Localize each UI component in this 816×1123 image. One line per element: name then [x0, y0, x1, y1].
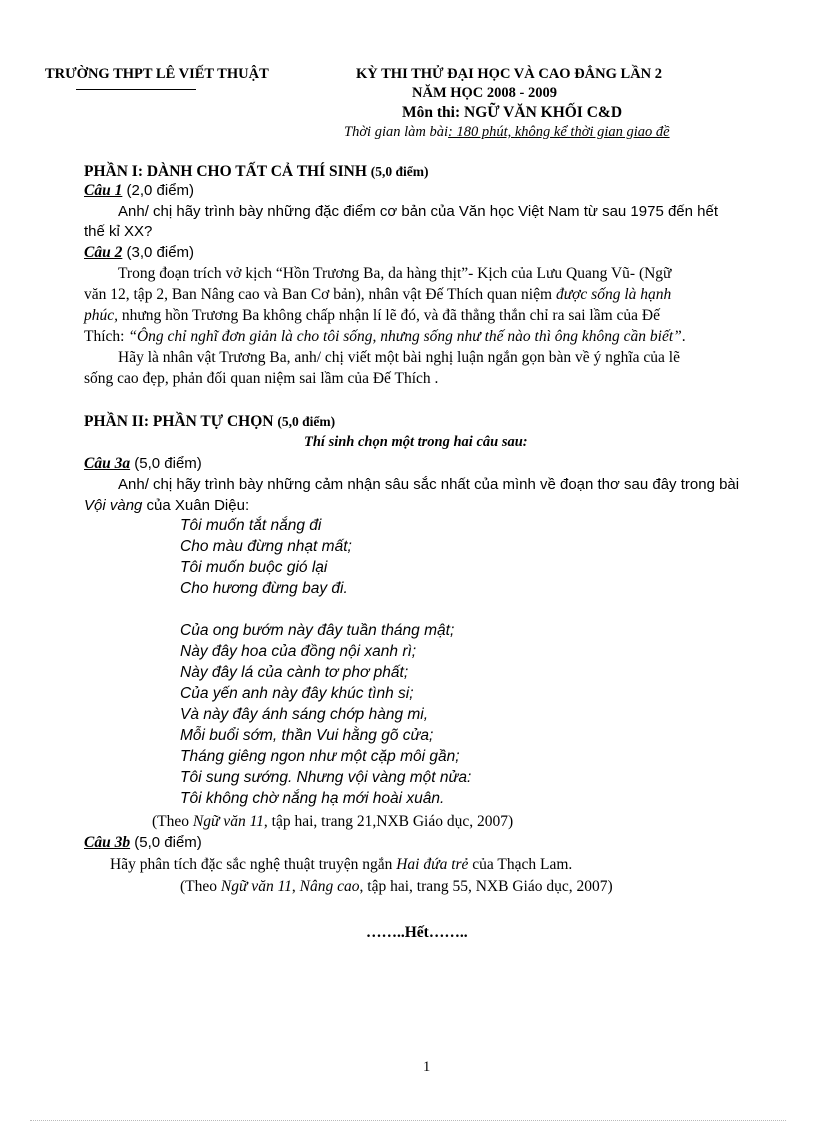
q3b-source-book: Ngữ văn 11	[220, 878, 292, 895]
part2-points: (5,0 điểm)	[277, 414, 336, 429]
q2-line2-text: văn 12, tập 2, Ban Nâng cao và Ban Cơ bản), nhân vật Đế Thích quan niệm	[84, 286, 556, 303]
q3b-source-c: ,	[291, 878, 300, 895]
poem-line: Tháng giêng ngon như một cặp môi gần;	[180, 748, 460, 765]
poem-line: Và này đây ánh sáng chớp hàng mi,	[180, 706, 429, 723]
poem-line: Tôi muốn tắt nắng đi	[180, 517, 322, 534]
time-prefix: Thời gian làm bài	[344, 124, 449, 140]
time-text: : 180 phút, không kể thời gian giao đề	[448, 124, 670, 140]
q2-line3-italic: phúc,	[84, 307, 119, 324]
q3a-points: (5,0 điểm)	[130, 455, 202, 472]
q3b-source-edition: Nâng cao	[299, 878, 360, 895]
q3a-line1: Anh/ chị hãy trình bày những cảm nhận sâu sắc nhất của mình về đoạn thơ sau đây trong bài	[118, 476, 740, 493]
poem-line: Của ong bướm này đây tuần tháng mật;	[180, 622, 455, 639]
q3b-line1-text: Hãy phân tích đặc sắc nghệ thuật truyện ngắn	[110, 856, 397, 873]
q3b-source-e: , tập hai, trang 55, NXB Giáo dục, 2007)	[359, 878, 613, 895]
q2-points: (3,0 điểm)	[122, 244, 195, 261]
part2-instruction: Thí sinh chọn một trong hai câu sau:	[304, 434, 528, 450]
q2-line5: Hãy là nhân vật Trương Ba, anh/ chị viết một bài nghị luận ngắn gọn bàn về ý nghĩa của lẽ	[118, 349, 680, 366]
q2-line2	[84, 286, 671, 304]
q3b-source	[180, 878, 613, 896]
q3a-line2-text: của Xuân Diệu:	[142, 497, 250, 514]
page-bottom-divider	[30, 1120, 786, 1121]
poem-line: Tôi muốn buộc gió lại	[180, 559, 328, 576]
q1-line2: thế kỉ XX?	[84, 223, 153, 240]
end-mark: ……..Hết……..	[366, 924, 468, 941]
subject-name: NGỮ VĂN KHỐI C&D	[464, 104, 623, 121]
q1-label: Câu 1	[84, 182, 123, 199]
q2-line4-text: Thích:	[84, 328, 129, 345]
q2-line4-end: .	[681, 328, 686, 345]
q3b-heading	[84, 834, 202, 852]
part1-points: (5,0 điểm)	[370, 164, 429, 179]
q2-line4	[84, 328, 686, 346]
q2-line3	[84, 307, 660, 325]
q3a-source-book: Ngữ văn 11	[192, 813, 264, 830]
poem-line: Cho màu đừng nhạt mất;	[180, 538, 352, 555]
q3b-label: Câu 3b	[84, 834, 131, 851]
school-name: TRƯỜNG THPT LÊ VIẾT THUẬT	[45, 66, 269, 82]
q3a-source-a: (Theo	[152, 813, 193, 830]
part1-title: PHẦN I: DÀNH CHO TẤT CẢ THÍ SINH	[84, 163, 367, 180]
school-underline	[76, 89, 196, 90]
poem-line: Này đây hoa của đồng nội xanh rì;	[180, 643, 417, 660]
q2-heading	[84, 244, 194, 262]
part2-title: PHẦN II: PHẦN TỰ CHỌN	[84, 413, 274, 430]
poem-line: Mỗi buổi sớm, thần Vui hằng gõ cửa;	[180, 727, 434, 744]
q2-line6: sống cao đẹp, phản đối quan niệm sai lầm của Đế Thích .	[84, 370, 439, 387]
q2-label: Câu 2	[84, 244, 123, 261]
q2-line2-italic: được sống là hạnh	[555, 286, 672, 303]
q3b-source-a: (Theo	[180, 878, 221, 895]
time-limit	[344, 124, 670, 141]
part1-heading	[84, 163, 429, 181]
q3a-line2	[84, 497, 249, 514]
q2-quote: “Ông chỉ nghĩ đơn giản là cho tôi sống, nhưng sống như thế nào thì ông không cần biết”	[128, 328, 682, 345]
q3b-line1-end: của Thạch Lam.	[468, 856, 573, 873]
poem-line: Tôi không chờ nắng hạ mới hoài xuân.	[180, 790, 445, 807]
q3a-poem-title: Vội vàng	[84, 497, 143, 514]
poem-line: Tôi sung sướng. Nhưng vội vàng một nửa:	[180, 769, 472, 786]
q2-line1: Trong đoạn trích vở kịch “Hồn Trương Ba, da hàng thịt”- Kịch của Lưu Quang Vũ- (Ngữ	[118, 265, 672, 282]
q3a-label: Câu 3a	[84, 455, 131, 472]
q2-line3-text: nhưng hồn Trương Ba không chấp nhận lí lẽ đó, và đã thẳng thắn chỉ ra sai lầm của Đế	[118, 307, 661, 324]
poem-line: Cho hương đừng bay đi.	[180, 580, 348, 597]
q3b-points: (5,0 điểm)	[130, 834, 202, 851]
exam-title: KỲ THI THỬ ĐẠI HỌC VÀ CAO ĐẲNG LẦN 2	[356, 66, 663, 82]
q3b-line1	[110, 856, 572, 874]
q3a-source	[152, 813, 513, 831]
q1-line1: Anh/ chị hãy trình bày những đặc điểm cơ bản của Văn học Việt Nam từ sau 1975 đến hết	[118, 203, 719, 220]
q1-points: (2,0 điểm)	[122, 182, 195, 199]
school-year: NĂM HỌC 2008 - 2009	[412, 85, 557, 101]
subject-line	[402, 104, 622, 122]
subject-label: Môn thi:	[402, 104, 461, 121]
q1-heading	[84, 182, 194, 200]
poem-line: Của yến anh này đây khúc tình si;	[180, 685, 414, 702]
q3b-story-title: Hai đứa trẻ	[396, 856, 469, 873]
page-number: 1	[423, 1059, 431, 1075]
q3a-source-c: , tập hai, trang 21,NXB Giáo dục, 2007)	[263, 813, 514, 830]
part2-heading	[84, 413, 335, 431]
poem-line: Này đây lá của cành tơ phơ phất;	[180, 664, 409, 681]
q3a-heading	[84, 455, 202, 473]
